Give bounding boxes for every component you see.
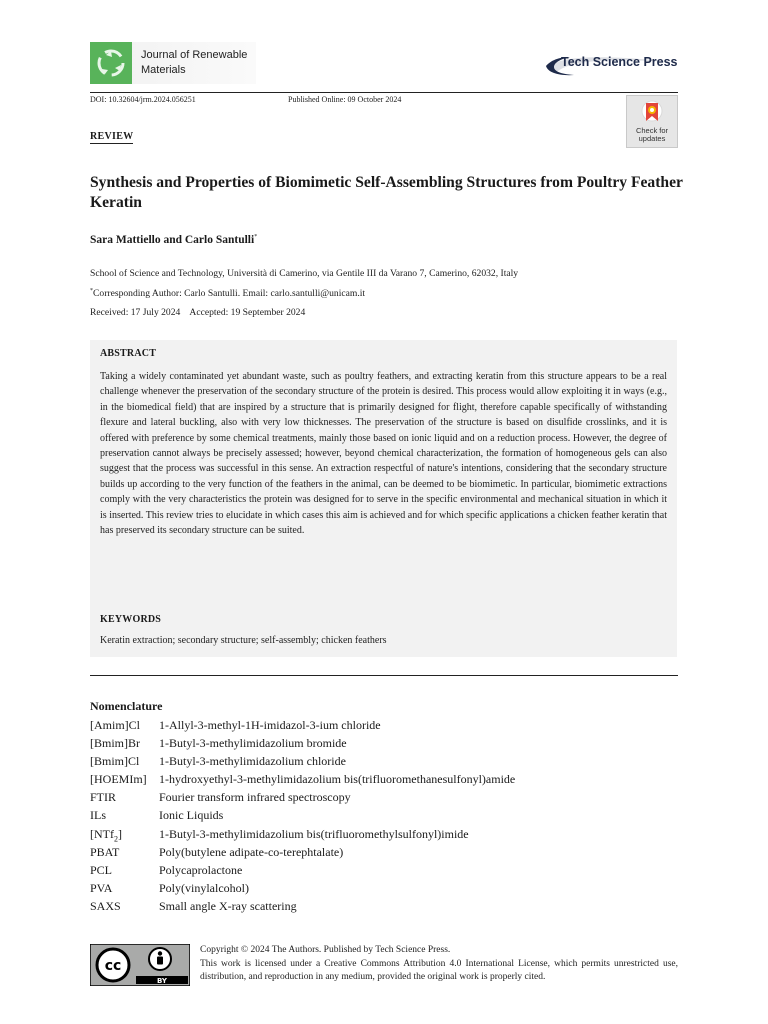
cc-icon: [97, 949, 129, 981]
nomenclature-row: [90, 716, 678, 734]
check-label-line1: Check for: [635, 126, 669, 135]
journal-name-line2: Materials: [141, 64, 186, 76]
nomenclature-row: [90, 879, 678, 897]
abbr-main: [NTf: [90, 826, 114, 841]
nomenclature-row: [90, 770, 678, 788]
nomenclature-abbr: [Bmim]Cl: [90, 754, 140, 769]
recycle-icon: [90, 42, 132, 84]
header-rule: [90, 92, 678, 93]
nomenclature-abbr: SAXS: [90, 898, 121, 913]
check-for-updates-button[interactable]: [626, 95, 678, 148]
nomenclature-abbr: FTIR: [90, 790, 117, 805]
nomenclature-def: Small angle X-ray scattering: [159, 898, 297, 913]
nomenclature-def: 1-Allyl-3-methyl-1H-imidazol-3-ium chloride: [159, 718, 381, 732]
nomenclature-row: [90, 788, 678, 806]
nomenclature-abbr: [HOEMIm]: [90, 772, 147, 787]
corresponding-mark: *: [90, 288, 93, 294]
nomenclature-abbr: [Amim]Cl: [90, 718, 140, 732]
license-text: This work is licensed under a Creative Commons Attribution 4.0 International License, which permits unrestricted use, distribution, and reproduction in any medium, provided the original work is properly cited.: [200, 958, 678, 982]
by-label: BY: [156, 977, 168, 985]
keywords-text: Keratin extraction; secondary structure; self-assembly; chicken feathers: [100, 635, 387, 646]
publisher-name: Tech Science Press: [561, 55, 678, 69]
check-label-line2: updates: [638, 134, 666, 143]
corresponding-text: Corresponding Author: Carlo Santulli. Email: carlo.santulli@unicam.it: [93, 288, 366, 300]
nomenclature-def: Ionic Liquids: [159, 808, 224, 823]
nomenclature-def: Polycaprolactone: [159, 862, 243, 877]
author-names: Sara Mattiello and Carlo Santulli: [90, 234, 255, 246]
cc-by-license-badge[interactable]: [90, 944, 190, 986]
nomenclature-row: [90, 843, 678, 861]
nomenclature-abbr: [Bmim]Br: [90, 736, 140, 751]
corresponding-author: [90, 288, 365, 299]
copyright-line: Copyright © 2024 The Authors. Published by Tech Science Press.: [200, 945, 451, 955]
nomenclature-row: [90, 734, 678, 752]
keywords-heading: KEYWORDS: [100, 614, 162, 625]
nomenclature-abbr: PCL: [90, 862, 113, 877]
affiliation: School of Science and Technology, Università di Camerino, via Gentile III da Varano 7, Camerino, 62032, Italy: [90, 268, 519, 279]
nomenclature-heading: Nomenclature: [90, 699, 163, 713]
nomenclature-def: 1-hydroxyethyl-3-methylimidazolium bis(trifluoromethanesulfonyl)amide: [159, 772, 516, 787]
authors: [90, 234, 257, 246]
nomenclature-row: [90, 752, 678, 770]
nomenclature-abbr: PBAT: [90, 844, 120, 859]
cc-label: cc: [104, 958, 122, 974]
bookmark-ribbon-icon: [640, 100, 664, 126]
article-type: REVIEW: [90, 131, 134, 142]
nomenclature-row: [90, 897, 678, 915]
nomenclature-abbr: ILs: [90, 808, 106, 823]
published-date: Published Online: 09 October 2024: [288, 95, 402, 104]
check-for-updates-label: [627, 127, 677, 143]
nomenclature-abbr: PVA: [90, 880, 113, 895]
doi[interactable]: DOI: 10.32604/jrm.2024.056251: [90, 95, 196, 104]
by-person-icon: [149, 948, 171, 970]
author-mark: *: [254, 234, 258, 241]
nomenclature-def: 1-Butyl-3-methylimidazolium chloride: [159, 754, 346, 769]
nomenclature-def: 1-Butyl-3-methylimidazolium bromide: [159, 736, 347, 751]
abbr-subscript: 2: [114, 833, 118, 843]
nomenclature-row: [90, 825, 678, 843]
nomenclature-row: [90, 806, 678, 824]
section-rule: [90, 675, 678, 676]
abstract-box: [90, 340, 677, 657]
article-dates: Received: 17 July 2024 Accepted: 19 September 2024: [90, 307, 306, 318]
nomenclature-def: 1-Butyl-3-methylimidazolium bis(trifluoromethylsulfonyl)imide: [159, 826, 469, 841]
abbr-end: ]: [118, 826, 122, 841]
nomenclature-row: [90, 861, 678, 879]
abstract-heading: ABSTRACT: [100, 348, 157, 359]
nomenclature-def: Poly(butylene adipate-co-terephtalate): [159, 844, 344, 859]
nomenclature-def: Fourier transform infrared spectroscopy: [159, 790, 351, 805]
journal-name: [141, 48, 259, 78]
abstract-text: Taking a widely contaminated yet abundant waste, such as poultry feathers, and extracting keratin from this structure appears to be a real challenge whenever the preservation of the secondary structure of the protein is desired. This process would allow exploiting it in ways (e.g., in the biomedical field) that are inspired by a structure that is primarily designed for flight, therefore capable specifically of withstanding flexure and lateral buckling, also with very low thicknesses. The preservation of the structure is based on disulfide crosslinks, and it is offered with preference by some chemical treatments, mainly those based on ionic liquid and on a reduction process. However, the degree of preservation cannot always be precisely assessed; however, beyond chemical characterization, the formation of homogeneous gels can also suggest that the process was successful in this sense. An extraction respectful of nature's intentions, considering that the secondary structure builds up according to the very function of the feathers in the animal, can be deemed to be biomimetic. In particular, biomimetic extractions comply with the very characteristics the protein was designed for to serve in the specific environmental and mechanical situation in which it is inserted. This review tries to elucidate in which cases this aim is achieved and for which specific applications a chicken feather keratin that has preserved its secondary structure can be suited.: [100, 371, 667, 537]
journal-logo-block: [90, 42, 256, 84]
copyright-notice: [200, 944, 678, 985]
article-title: Synthesis and Properties of Biomimetic Self-Assembling Structures from Poultry Feather Keratin: [90, 174, 683, 211]
nomenclature-def: Poly(vinylalcohol): [159, 880, 249, 895]
journal-name-line1: Journal of Renewable: [141, 49, 248, 61]
nomenclature-list: [90, 716, 678, 915]
